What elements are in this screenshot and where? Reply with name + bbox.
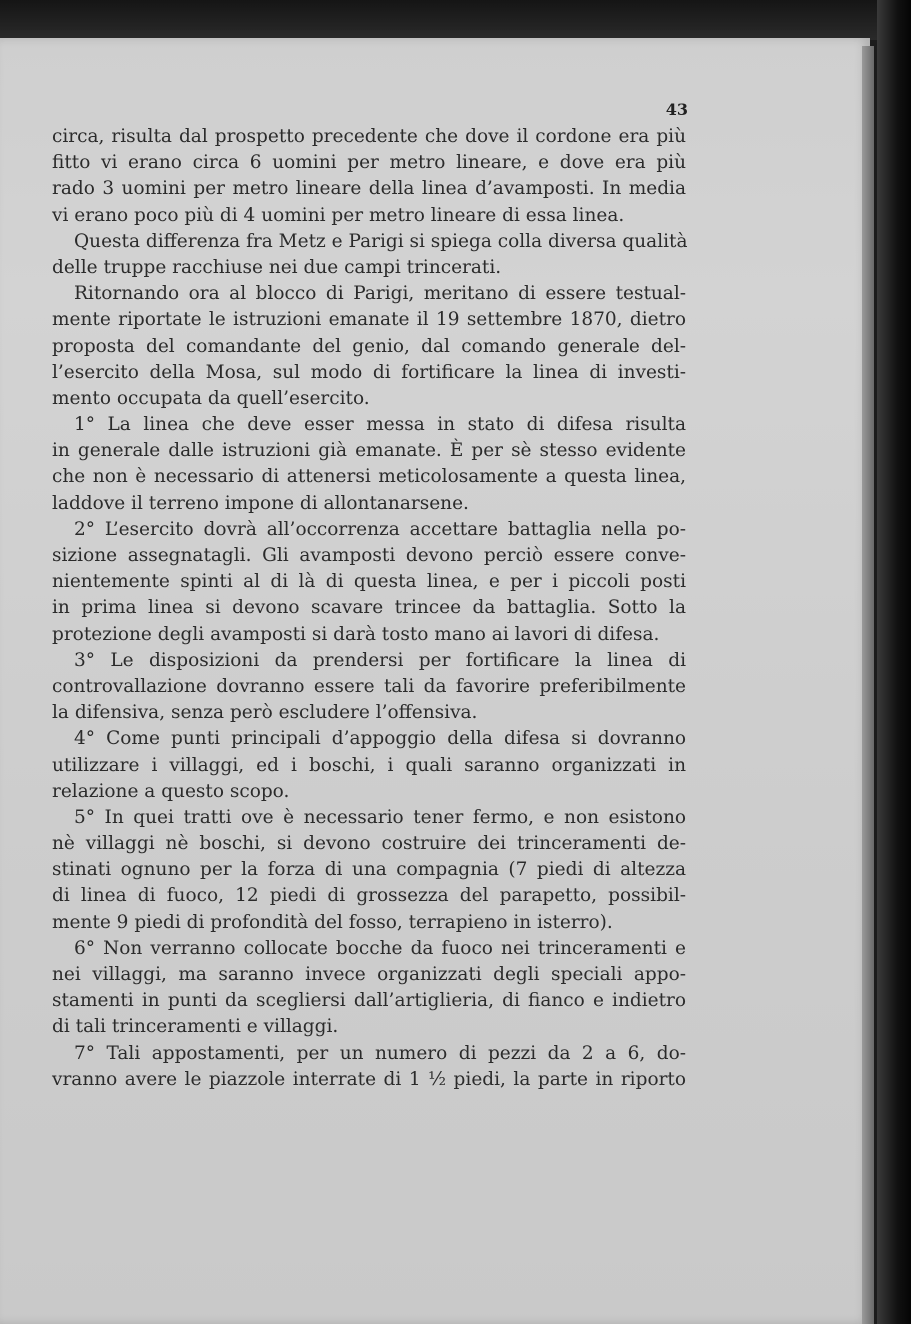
text-line: di tali trinceramenti e villaggi.: [52, 1016, 339, 1038]
text-line: mente riportate le istruzioni emanate il 19 settembre 1870, dietro: [52, 309, 686, 331]
text-line: 6° Non verranno collocate bocche da fuoco nei trinceramenti e: [74, 937, 686, 959]
text-line: 5° In quei tratti ove è necessario tener fermo, e non esistono: [74, 806, 686, 828]
text-line: 1° La linea che deve esser messa in stato di difesa risulta: [74, 414, 686, 436]
text-line: circa, risulta dal prospetto precedente che dove il cordone era più: [52, 126, 686, 147]
text-line: controvallazione dovranno essere tali da favorire preferibilmente: [52, 675, 686, 697]
text-line: 7° Tali appostamenti, per un numero di pezzi da 2 a 6, do-: [74, 1042, 686, 1064]
text-line: di linea di fuoco, 12 piedi di grossezza del parapetto, possibil-: [52, 885, 686, 907]
text-line: che non è necessario di attenersi meticolosamente a questa linea,: [52, 466, 686, 488]
text-line: rado 3 uomini per metro lineare della linea d’avamposti. In media: [52, 178, 686, 200]
text-line: 4° Come punti principali d’appoggio della difesa si dovranno: [74, 728, 686, 750]
text-line: protezione degli avamposti si darà tosto mano ai lavori di difesa.: [52, 623, 660, 645]
text-line: delle truppe racchiuse nei due campi trincerati.: [52, 256, 502, 278]
text-line: vi erano poco più di 4 uomini per metro lineare di essa linea.: [52, 204, 625, 226]
text-line: 3° Le disposizioni da prendersi per fortificare la linea di: [74, 649, 686, 671]
text-line: 2° L’esercito dovrà all’occorrenza accettare battaglia nella po-: [74, 518, 686, 540]
text-line: in prima linea si devono scavare trincee da battaglia. Sotto la: [52, 597, 686, 619]
scan-right-border: [877, 0, 911, 1324]
text-line: mente 9 piedi di profondità del fosso, terrapieno in isterro).: [52, 911, 613, 933]
text-line: stamenti in punti da scegliersi dall’artiglieria, di fianco e indietro: [52, 990, 686, 1012]
text-line: la difensiva, senza però escludere l’offensiva.: [52, 702, 478, 724]
text-line: utilizzare i villaggi, ed i boschi, i quali saranno organizzati in: [52, 754, 686, 776]
scan-top-border: [0, 0, 911, 40]
text-line: vranno avere le piazzole interrate di 1 ½ piedi, la parte in riporto: [52, 1068, 686, 1090]
text-line: l’esercito della Mosa, sul modo di fortificare la linea di investi-: [52, 361, 686, 383]
text-line: nè villaggi nè boschi, si devono costruire dei trinceramenti de-: [52, 833, 686, 855]
page-edge: [862, 46, 874, 1324]
page-number: 43: [665, 100, 688, 119]
text-line: nientemente spinti al di là di questa linea, e per i piccoli posti: [52, 571, 686, 593]
body-text: [52, 124, 686, 1093]
text-line: mento occupata da quell’esercito.: [52, 387, 370, 409]
text-line: Questa differenza fra Metz e Parigi si spiega colla diversa qualità: [74, 230, 688, 252]
text-line: relazione a questo scopo.: [52, 780, 290, 802]
text-line: stinati ognuno per la forza di una compagnia (7 piedi di altezza: [52, 859, 686, 881]
text-line: laddove il terreno impone di allontanarsene.: [52, 492, 469, 514]
text-line: fitto vi erano circa 6 uomini per metro lineare, e dove era più: [52, 152, 686, 174]
text-line: sizione assegnatagli. Gli avamposti devono perciò essere conve-: [52, 545, 686, 566]
text-line: in generale dalle istruzioni già emanate. È per sè stesso evidente: [52, 440, 686, 462]
text-line: proposta del comandante del genio, dal comando generale del-: [52, 335, 686, 357]
text-line: nei villaggi, ma saranno invece organizzati degli speciali appo-: [52, 964, 686, 985]
text-line: Ritornando ora al blocco di Parigi, meritano di essere testual-: [74, 283, 686, 305]
